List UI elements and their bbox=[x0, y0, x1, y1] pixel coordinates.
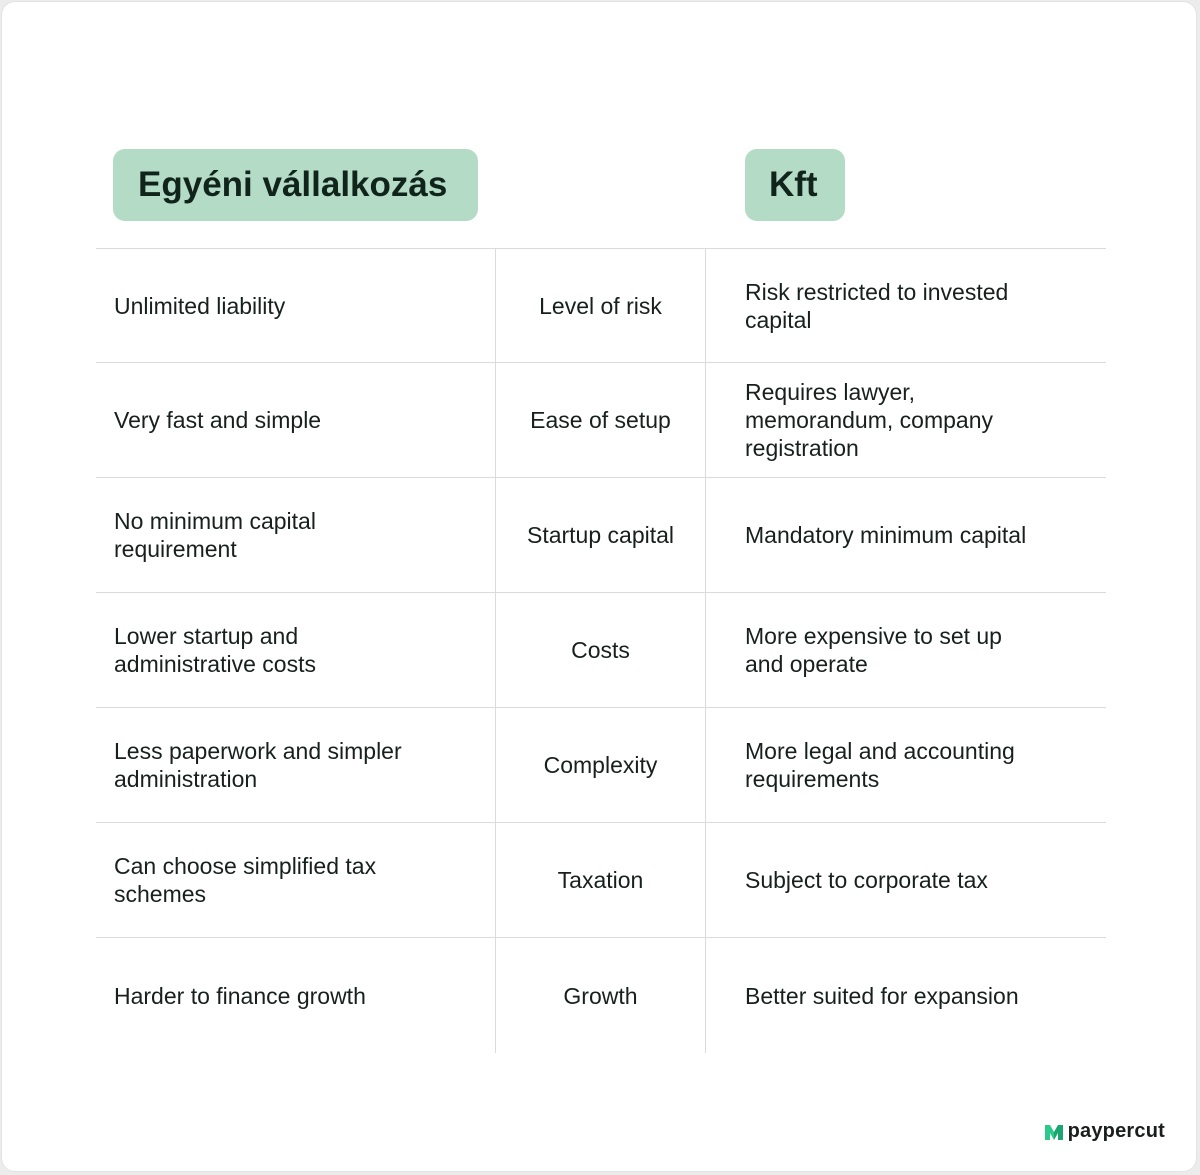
criterion-cell bbox=[496, 363, 706, 477]
table-row bbox=[96, 938, 1106, 1053]
left-cell-text: Harder to finance growth bbox=[114, 982, 366, 1009]
criterion-cell-text: Growth bbox=[563, 982, 638, 1009]
header-right-label: Kft bbox=[769, 165, 818, 204]
right-cell bbox=[706, 363, 1106, 477]
criterion-cell-text: Taxation bbox=[557, 867, 644, 893]
left-cell bbox=[96, 363, 496, 477]
table-row bbox=[96, 593, 1106, 708]
left-cell bbox=[96, 708, 496, 822]
criterion-cell-text: Ease of setup bbox=[530, 407, 671, 433]
header-left-label: Egyéni vállalkozás bbox=[138, 165, 448, 204]
left-cell-text: Unlimited liability bbox=[114, 292, 286, 319]
right-cell-text: Requires lawyer, memorandum, company registration bbox=[745, 379, 993, 461]
left-cell-text: Very fast and simple bbox=[114, 407, 322, 433]
table-row bbox=[96, 249, 1106, 363]
paypercut-logo bbox=[1045, 1120, 1165, 1143]
left-cell bbox=[96, 478, 496, 592]
brand-name: paypercut bbox=[1067, 1120, 1165, 1142]
criterion-cell bbox=[496, 593, 706, 707]
left-cell bbox=[96, 249, 496, 362]
header-kft bbox=[745, 149, 845, 221]
paypercut-logo-icon bbox=[1045, 1124, 1063, 1140]
left-cell-text: Less paperwork and simpler administration bbox=[114, 738, 402, 792]
right-cell bbox=[706, 823, 1106, 937]
left-cell-text: No minimum capital requirement bbox=[114, 508, 316, 562]
criterion-cell bbox=[496, 478, 706, 592]
left-cell bbox=[96, 823, 496, 937]
right-cell-text: More expensive to set up and operate bbox=[745, 623, 1002, 677]
criterion-cell-text: Costs bbox=[571, 637, 630, 663]
comparison-table bbox=[96, 248, 1106, 1053]
criterion-cell-text: Complexity bbox=[543, 752, 658, 778]
header-egyeni-vallalkozas bbox=[113, 149, 478, 221]
right-cell-text: Risk restricted to invested capital bbox=[745, 278, 1009, 333]
table-row bbox=[96, 363, 1106, 478]
criterion-cell bbox=[496, 938, 706, 1053]
right-cell-text: Subject to corporate tax bbox=[745, 867, 988, 893]
table-row bbox=[96, 478, 1106, 593]
left-cell-text: Lower startup and administrative costs bbox=[114, 623, 316, 677]
left-cell bbox=[96, 938, 496, 1053]
criterion-cell bbox=[496, 823, 706, 937]
left-cell bbox=[96, 593, 496, 707]
criterion-cell bbox=[496, 708, 706, 822]
right-cell bbox=[706, 478, 1106, 592]
right-cell-text: Mandatory minimum capital bbox=[745, 522, 1027, 548]
right-cell-text: More legal and accounting requirements bbox=[745, 738, 1015, 792]
criterion-cell bbox=[496, 249, 706, 362]
right-cell bbox=[706, 708, 1106, 822]
right-cell bbox=[706, 249, 1106, 362]
left-cell-text: Can choose simplified tax schemes bbox=[114, 853, 377, 907]
criterion-cell-text: Level of risk bbox=[539, 292, 662, 319]
right-cell bbox=[706, 938, 1106, 1053]
comparison-card bbox=[1, 1, 1197, 1172]
right-cell-text: Better suited for expansion bbox=[745, 982, 1019, 1009]
right-cell bbox=[706, 593, 1106, 707]
table-row bbox=[96, 823, 1106, 938]
table-row bbox=[96, 708, 1106, 823]
criterion-cell-text: Startup capital bbox=[526, 522, 675, 548]
